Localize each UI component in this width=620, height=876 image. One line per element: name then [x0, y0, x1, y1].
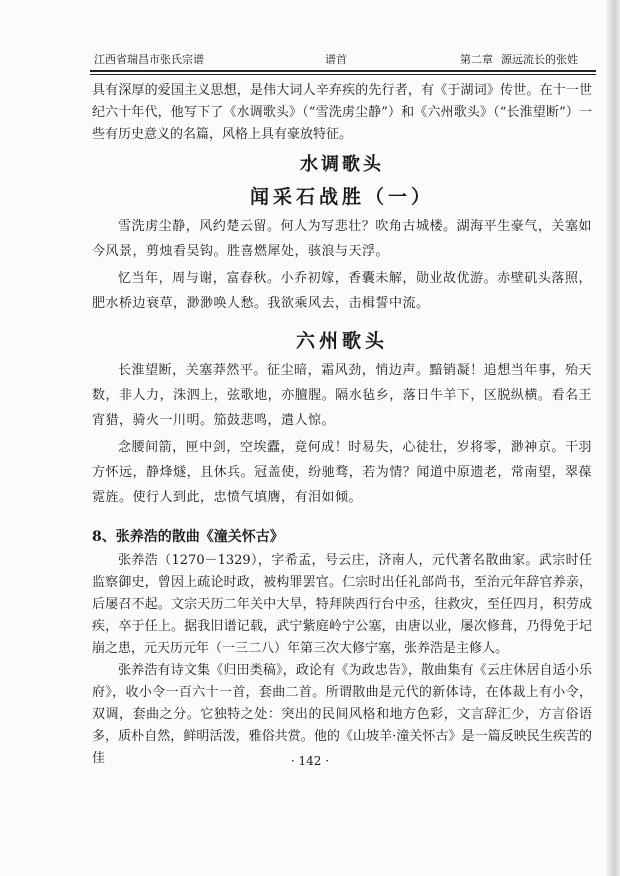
header-chapter-title: 源远流长的张姓 — [501, 53, 578, 66]
poem2-stanza: 长淮望断，关塞莽然平。征尘暗，霜风劲，悄边声。黯销凝！追想当年事，殆天数，非人力，洙泗上，弦歌地，亦膻腥。隔水毡乡，落日牛羊下，区脱纵横。看名王宵猎，骑火一川明。笳鼓悲鸣，遣人惊。 — [92, 363, 592, 428]
section-paragraph: 张养浩（1270－1329），字希孟，号云庄，济南人，元代著名散曲家。武宗时任监察御史，曾因上疏论时政，被构罪罢官。仁宗时出任礼部尚书，至治元年辞官养亲，后屡召不起。文宗天历二年关中大旱，特拜陕西行台中丞，往救灾，至任四月，积劳成疾，卒于任上。据我旧谱记载，武宁紫庭岭宁公塞，由唐以业，屡次修葺，乃得免于圮崩之患，元天历元年（一三二八）年第三次大修宁塞，张养浩是主修人。 — [92, 553, 592, 656]
poem1-stanza: 忆当年，周与谢，富春秋。小乔初嫁，香囊未解，勋业故优游。赤壁矶头落照，肥水桥边衰草，渺渺唤人愁。我欲乘风去，击楫誓中流。 — [92, 271, 592, 311]
page-number: · 142 · — [290, 754, 330, 768]
header-section-label: 谱首 — [325, 53, 347, 66]
page-body — [92, 80, 592, 770]
header-rule — [90, 70, 596, 72]
poem2-stanza: 念腰间箭，匣中剑，空埃蠹，竟何成！时易失，心徒壮，岁将零，渺神京。干羽方怀远，静烽燧，且休兵。冠盖使，纷驰骛，若为情？闻道中原遗老，常南望，翠葆霓旌。使行人到此，忠愤气填膺，有泪如倾。 — [92, 440, 592, 505]
poem1-title: 水调歌头 — [300, 154, 384, 175]
running-header — [90, 50, 590, 70]
poem1-stanza: 雪洗虏尘静，风约楚云留。何人为写悲壮？吹角古城楼。湖海平生豪气，关塞如今风景，剪烛看吴钩。胜喜燃犀处，骇浪与天浮。 — [92, 219, 592, 259]
header-chapter-number: 第二章 — [460, 53, 493, 66]
page-edge-shadow — [606, 0, 620, 876]
intro-paragraph: 具有深厚的爱国主义思想，是伟大词人辛弃疾的先行者，有《于湖词》传世。在十一世纪六十年代，他写下了《水调歌头》（“雪洗虏尘静”）和《六州歌头》（“长淮望断”）一些有历史意义的名篇，风格上具有豪放特征。 — [92, 83, 592, 142]
header-chapter — [460, 50, 578, 70]
header-genealogy-title: 江西省瑞昌市张氏宗谱 — [94, 53, 204, 66]
header-rule-thin — [90, 74, 596, 75]
poem1-subtitle: 闻采石战胜（一） — [249, 186, 434, 208]
poem2-title: 六州歌头 — [295, 330, 388, 352]
section-heading: 8、张养浩的散曲《潼关怀古》 — [92, 529, 284, 545]
section-paragraph: 张养浩有诗文集《归田类稿》，政论有《为政忠告》，散曲集有《云庄休居自适小乐府》，收小令一百六十一首，套曲二首。所谓散曲是元代的新体诗，在体裁上有小令，双调，套曲之分。它独特之处：突出的民间风格和地方色彩，文言辞汇少，方言俗语多，质朴自然，鲜明活泼，雅俗共赏。他的《山坡羊·潼关怀古》是一篇反映民生疾苦的佳 — [92, 663, 592, 766]
